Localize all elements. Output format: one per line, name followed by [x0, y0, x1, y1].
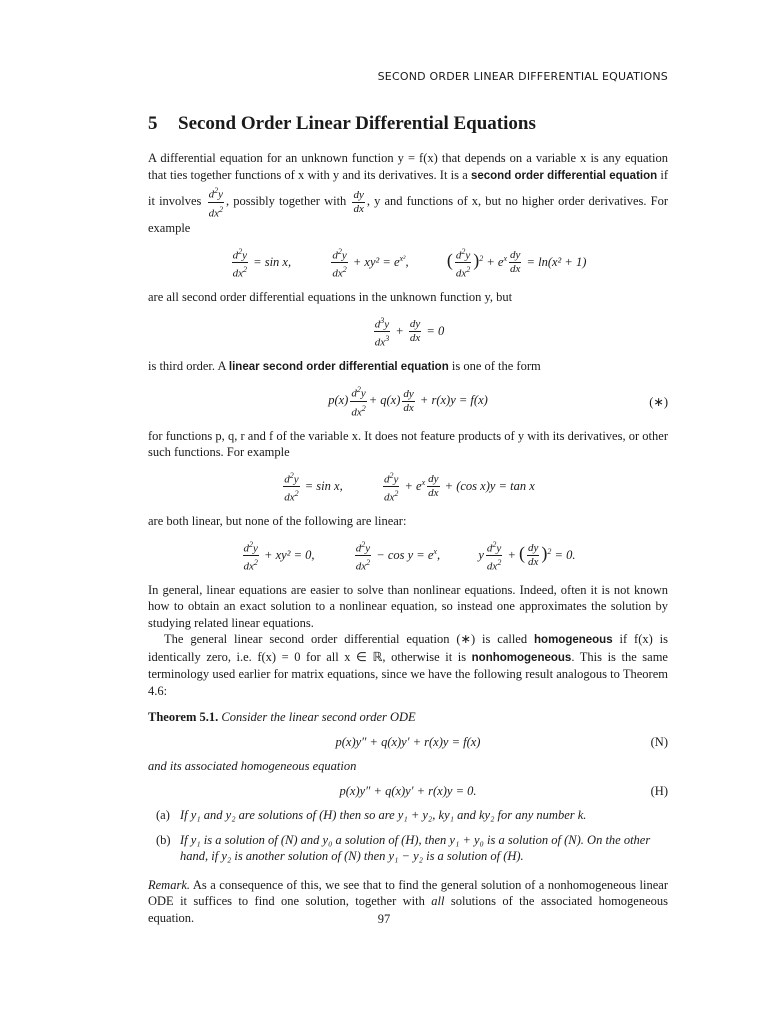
- p7-text-a: The general linear second order differential equation (∗) is called: [164, 632, 528, 647]
- item-a-label: (a): [156, 808, 170, 823]
- eq4-exp-b: x: [421, 477, 426, 487]
- equation-examples-second-order: $\frac{d^2y}{dx^2}$ = sin x, $\frac{d^2y}{dx^2}$ + $xy^2 = e^{x^2}$, ( $\frac{d^2y}{dx^2}$ )$^2 + e^x$ $\frac{dy}{dx}$ = ln(x² + 1): [232, 246, 587, 281]
- eq1-part-c: + e: [486, 254, 504, 269]
- theorem-label: Theorem 5.1.: [148, 710, 219, 725]
- equation-H-body: p(x)y″ + q(x)y′ + r(x)y = 0.: [339, 783, 477, 798]
- p1-text-a: A differential equation for an unknown function y = f(x) that depends on a variable x is any equation that ties together functions of x with y and its derivatives. It is a: [148, 151, 668, 182]
- section-heading: [148, 112, 668, 136]
- eq1-part-b: + xy² = e: [352, 254, 400, 269]
- eq1-part-a: = sin x,: [253, 254, 292, 269]
- p3-text-a: is third order. A: [148, 358, 226, 373]
- theorem-intro-text: Consider the linear second order ODE: [221, 710, 416, 725]
- p7-text-c: . This is the same terminology used earlier for matrix equations, since we have the following result analogous to Theorem 4.6:: [148, 649, 668, 698]
- page-number: 97: [377, 912, 391, 926]
- equation-N: [148, 734, 668, 751]
- p1-text-c: , possibly together with: [225, 194, 347, 209]
- term-second-order-de: second order differential equation: [470, 169, 658, 182]
- eq1-end-b: ,: [405, 254, 409, 269]
- paragraph-intro: [148, 150, 668, 237]
- equation-N-body: p(x)y″ + q(x)y′ + r(x)y = f(x): [335, 734, 481, 749]
- eq2-rhs: = 0: [426, 323, 445, 338]
- remark-text-b: solutions of the associated homogeneous equation.: [148, 894, 669, 925]
- fraction-dy-dx: $\frac{dy}{dx}$: [353, 188, 364, 215]
- theorem-block: [148, 709, 668, 865]
- equation-H: [148, 783, 668, 800]
- section-title: Second Order Linear Differential Equations: [178, 113, 536, 134]
- eq4-part-c: + (cos x)y = tan x: [444, 478, 535, 493]
- theorem-items: [148, 807, 668, 865]
- theorem-item-a: [148, 807, 668, 824]
- equation-general-linear: p(x) $\frac{d^2y}{dx^2}$ + q(x) $\frac{dy}{dx}$ + r(x)y = f(x) (∗): [328, 385, 668, 419]
- running-header: SECOND ORDER LINEAR DIFFERENTIAL EQUATIONS: [377, 70, 668, 83]
- page-body: [148, 112, 668, 926]
- eq3-q: + q(x): [368, 393, 401, 408]
- remark-text-a: As a consequence of this, we see that to find the general solution of a nonhomogeneous linear ODE it suffices to find one solution, together with: [148, 877, 668, 909]
- eq5-exp-b: x: [433, 546, 437, 556]
- theorem-item-b: [148, 832, 668, 865]
- eq5-part-a: + xy² = 0,: [264, 547, 315, 562]
- term-nonhomogeneous: nonhomogeneous: [471, 651, 572, 664]
- paragraph-second-order-note: are all second order differential equations in the unknown function y, but: [148, 290, 513, 305]
- eq1-part-d: = ln(x² + 1): [526, 254, 587, 269]
- eq5-end-b: ,: [436, 547, 441, 562]
- term-linear-second-order-de: linear second order differential equation: [228, 360, 449, 373]
- paragraph-general-linear: In general, linear equations are easier to solve than nonlinear equations. Indeed, often it is not known how to obtain an exact solution to a nonlinear equation, so instead one approximates the solution by studying related linear equations.: [148, 582, 668, 630]
- theorem-mid: and its associated homogeneous equation: [148, 759, 357, 774]
- remark-label: Remark.: [148, 877, 190, 892]
- item-b-label: (b): [156, 832, 171, 847]
- fraction-d2y-dx2: $\frac{d^2y}{dx^2}$: [208, 186, 223, 220]
- eq3-r: + r(x)y = f(x): [419, 393, 488, 408]
- equation-third-order: $\frac{d^3y}{dx^3}$ + $\frac{dy}{dx}$ = 0: [374, 315, 445, 349]
- eq5-part-b: − cos y = e: [376, 547, 434, 562]
- eq1-exp-c: x: [503, 253, 508, 263]
- paragraph-functions: for functions p, q, r and f of the variable x. It does not feature products of y with its derivatives, or other such functions. For example: [148, 428, 668, 460]
- paragraph-both-linear: are both linear, but none of the following are linear:: [148, 514, 407, 529]
- p7-text-b: if f(x) is identically zero, i.e. f(x) = 0 for all x ∈ ℝ, otherwise it is: [148, 632, 669, 664]
- p3-text-b: is one of the form: [451, 358, 541, 373]
- equation-nonlinear-examples: $\frac{d^2y}{dx^2}$ + xy² = 0, $\frac{d^2y}{dx^2}$ − $\cos y = e^x$, y $\frac{d^2y}{dx^2}$ + ( $\frac{dy}{dx}$ )$^2$ = 0.: [243, 539, 576, 573]
- eq1-exp-b: x²: [399, 253, 406, 263]
- eq4-part-b: + e: [404, 478, 422, 493]
- eq5-part-d: = 0.: [554, 547, 576, 562]
- section-number: 5: [148, 113, 158, 134]
- p1-text-b: if it involves: [148, 167, 669, 209]
- equation-tag-star: (∗): [649, 394, 668, 409]
- paragraph-homogeneous: [148, 631, 668, 699]
- equation-tag-H: (H): [650, 783, 668, 798]
- theorem-intro: [148, 709, 668, 726]
- item-b-text: If y₁ is a solution of (N) and y₀ a solution of (H), then y₁ + y₀ is a solution of (N). On the other hand, if y₂ is another solution of (N) then y₁ − y₂ is a solution of (H).: [180, 832, 651, 864]
- term-homogeneous: homogeneous: [534, 634, 613, 647]
- p1-text-d: , y and functions of x, but no higher order derivatives. For example: [148, 194, 669, 236]
- item-a-text: If y₁ and y₂ are solutions of (H) then so are y₁ + y₂, ky₁ and ky₂ for any number k.: [180, 808, 587, 823]
- eq5-part-c: y: [478, 547, 484, 562]
- eq3-p: p(x): [328, 393, 349, 408]
- paragraph-linear-def: [148, 358, 668, 376]
- remark-emphasis: all: [431, 894, 445, 909]
- equation-linear-examples: $\frac{d^2y}{dx^2}$ = sin x, $\frac{d^2y}{dx^2}$ + $e^x$ $\frac{dy}{dx}$ + (cos x)y = tan x: [284, 470, 535, 505]
- equation-tag-N: (N): [650, 734, 668, 749]
- eq4-part-a: = sin x,: [304, 478, 343, 493]
